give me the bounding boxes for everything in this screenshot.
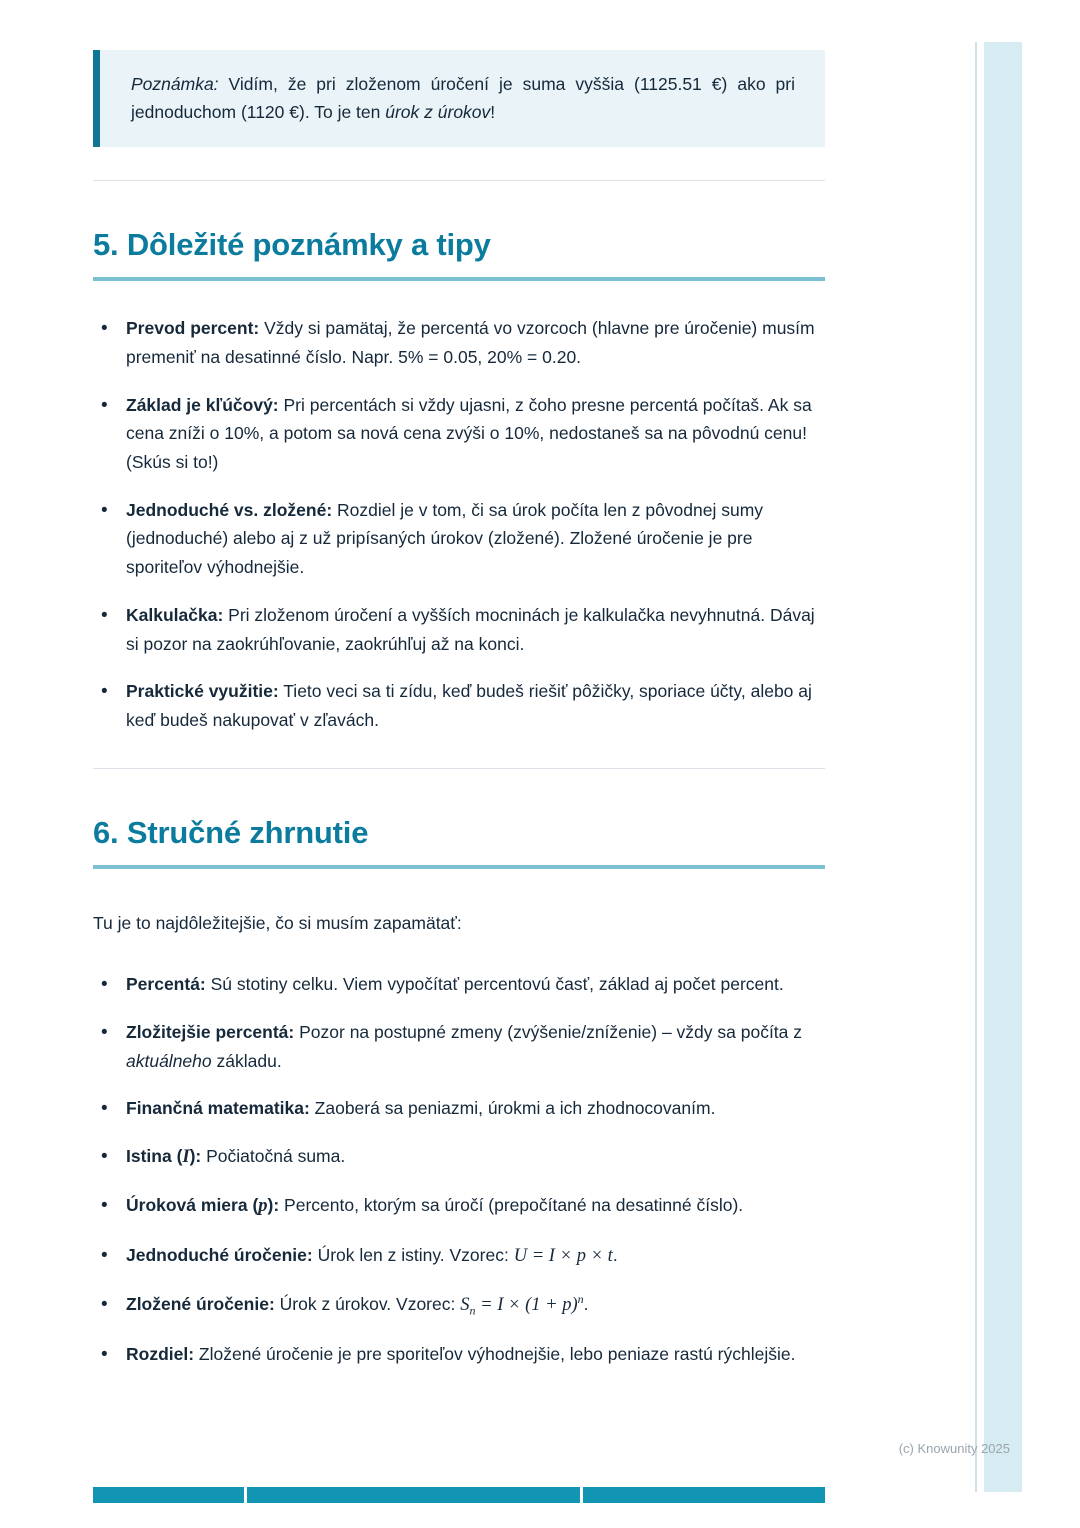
section-6-list — [93, 970, 825, 1369]
item-text: Vždy si pamätaj, že percentá vo vzorcoch (hlavne pre úročenie) musím premeniť na desatinné číslo. Napr. 5% = 0.05, 20% = 0.20. — [126, 318, 815, 368]
footer-bar-separator — [580, 1487, 583, 1503]
item-label: Jednoduché vs. zložené: — [126, 499, 333, 520]
list-item — [126, 314, 825, 371]
item-text: Pri percentách si vždy ujasni, z čoho presne percentá počítaš. Ak sa cena zníži o 10%, a potom sa nová cena zvýši o 10%, nedostaneš sa na pôvodnú cenu! (Skús si to!) — [126, 394, 812, 473]
item-text: . — [612, 1244, 618, 1265]
list-item — [126, 1142, 825, 1172]
item-label: Rozdiel: — [126, 1344, 195, 1365]
section-6-underline — [93, 865, 825, 869]
list-item — [126, 677, 825, 734]
list-item — [126, 1018, 825, 1075]
item-text: Pozor na postupné zmeny (zvýšenie/zníženie) – vždy sa počíta z — [294, 1021, 803, 1042]
math-symbol: S — [460, 1295, 470, 1316]
item-label: Istina ( — [126, 1145, 183, 1166]
item-text: Tieto veci sa ti zídu, keď budeš riešiť pôžičky, sporiace účty, alebo aj keď budeš nakupovať v zľavách. — [126, 681, 812, 730]
item-text: Pri zloženom úročení a vyšších mocninách je kalkulačka nevyhnutná. Dávaj si pozor na zaokrúhľovanie, zaokrúhľuj až na konci. — [126, 604, 815, 654]
item-label: Jednoduché úročenie: — [126, 1244, 313, 1265]
section-6-title: 6. Stručné zhrnutie — [93, 814, 369, 850]
list-item — [126, 496, 825, 582]
item-label: Percentá: — [126, 974, 206, 995]
divider — [93, 768, 825, 769]
item-label: Prevod percent: — [126, 318, 260, 339]
divider — [93, 180, 825, 181]
section-5-list — [93, 314, 825, 734]
item-text: Úrok z úrokov. Vzorec: — [274, 1294, 461, 1315]
section-6-intro: Tu je to najdôležitejšie, čo si musím zapamätať: — [93, 913, 462, 934]
math-superscript: n — [577, 1291, 584, 1306]
document-content — [93, 0, 825, 1388]
item-label: ): — [189, 1145, 202, 1166]
note-label: Poznámka: — [131, 74, 219, 94]
item-text: Zaoberá sa peniazmi, úrokmi a ich zhodnocovaním. — [309, 1098, 716, 1119]
item-text: . — [583, 1294, 589, 1315]
math-variable: I — [182, 1146, 190, 1167]
item-label: Kalkulačka: — [126, 604, 224, 625]
copyright-text: (c) Knowunity 2025 — [898, 1441, 1010, 1456]
item-label: Finančná matematika: — [126, 1098, 310, 1119]
list-item — [126, 1191, 825, 1221]
item-text: Sú stotiny celku. Viem vypočítať percentovú časť, základ aj počet percent. — [205, 974, 784, 995]
math-formula: U = I × p × t — [513, 1245, 613, 1266]
note-text-2: ! — [490, 102, 496, 123]
item-text: základu. — [211, 1050, 282, 1071]
math-symbol: = I × (1 + p) — [475, 1295, 578, 1316]
note-callout — [93, 50, 825, 147]
list-item — [126, 391, 825, 477]
math-formula — [460, 1291, 584, 1318]
math-subscript: n — [469, 1303, 476, 1318]
item-text: Zložené úročenie je pre sporiteľov výhodnejšie, lebo peniaze rastú rýchlejšie. — [194, 1344, 796, 1365]
item-label: ): — [267, 1195, 280, 1216]
item-label: Zložitejšie percentá: — [126, 1021, 295, 1042]
item-label: Praktické využitie: — [126, 681, 279, 702]
item-text: Počiatočná suma. — [201, 1145, 346, 1166]
footer-progress-bar — [93, 1487, 825, 1503]
list-item — [126, 970, 825, 999]
section-5-underline — [93, 277, 825, 281]
item-label: Zložené úročenie: — [126, 1294, 275, 1315]
footer-bar-separator — [244, 1487, 247, 1503]
list-item — [126, 1290, 825, 1322]
note-italic-phrase: úrok z úrokov — [385, 102, 491, 123]
item-text: Rozdiel je v tom, či sa úrok počíta len z pôvodnej sumy (jednoduché) alebo aj z už pripísaných úrokov (zložené). Zložené úročenie je pre sporiteľov výhodnejšie. — [126, 499, 764, 578]
item-text: Percento, ktorým sa úročí (prepočítané na desatinné číslo). — [279, 1195, 744, 1216]
section-5-title: 5. Dôležité poznámky a tipy — [93, 226, 491, 262]
list-item — [126, 1340, 825, 1369]
math-variable: p — [258, 1196, 268, 1217]
item-text: Úrok len z istiny. Vzorec: — [312, 1244, 514, 1265]
item-italic-word: aktuálneho — [126, 1050, 212, 1071]
item-label: Základ je kľúčový: — [126, 394, 279, 415]
page-edge-strip — [984, 42, 1022, 1492]
note-text-1: Vidím, že pri zloženom úročení je suma vyššia (1125.51 €) ako pri jednoduchom (1120 €). To je ten — [131, 74, 795, 123]
list-item — [126, 601, 825, 658]
list-item — [126, 1094, 825, 1123]
item-label: Úroková miera ( — [126, 1195, 259, 1216]
list-item — [126, 1241, 825, 1271]
page-edge-line — [975, 42, 977, 1492]
